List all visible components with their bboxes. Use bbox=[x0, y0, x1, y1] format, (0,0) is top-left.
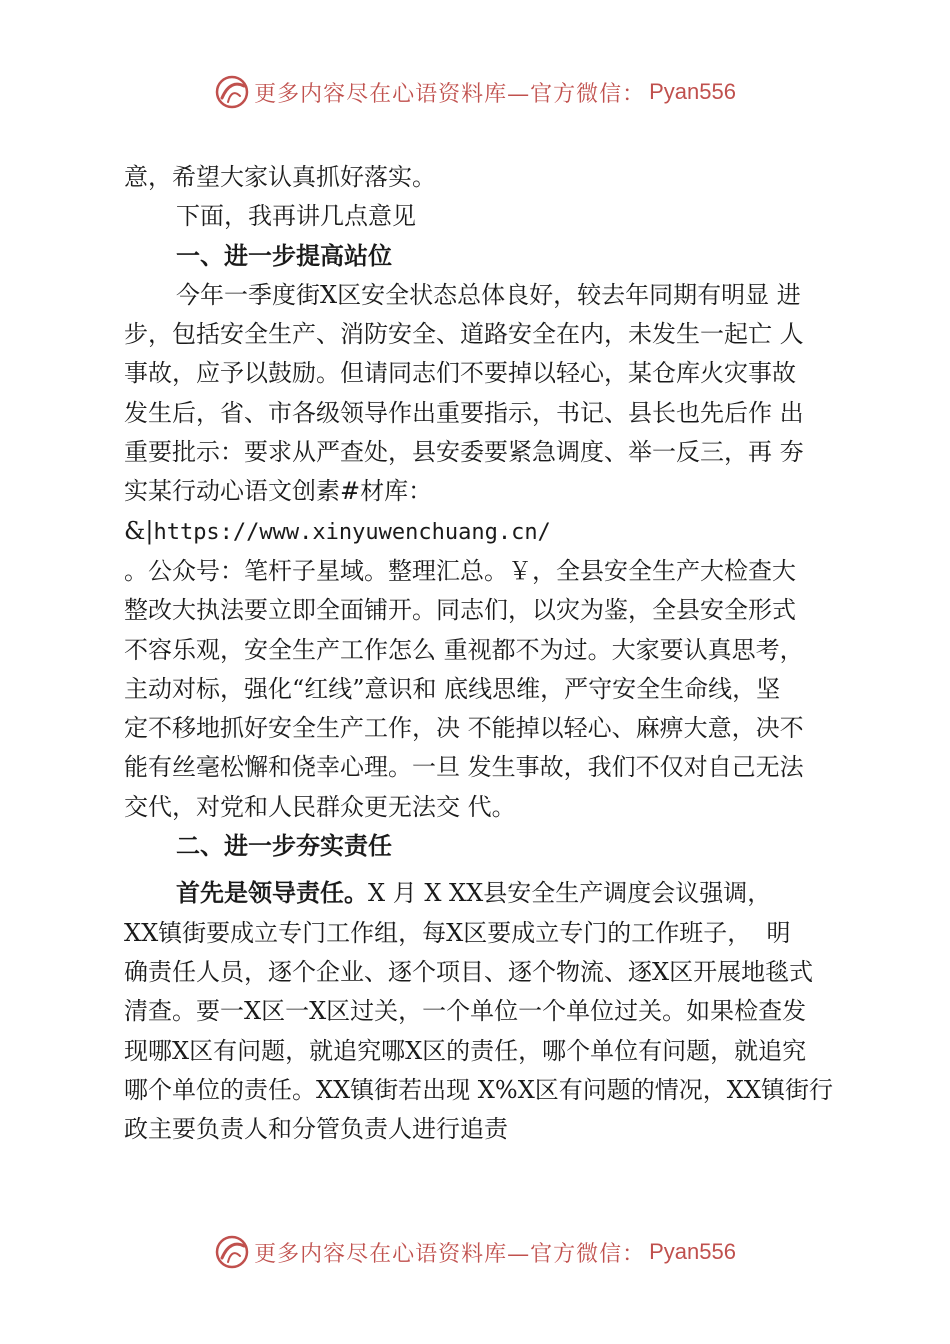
lead-phrase: 首先是领导责任。 bbox=[176, 879, 368, 908]
watermark-handle: Pyan556 bbox=[649, 79, 736, 104]
section-heading-2: 二、进一步夯实责任 bbox=[176, 832, 392, 861]
text-line: 政主要负责人和分管负责人进行追责 bbox=[124, 1115, 508, 1144]
watermark-banner-bottom bbox=[0, 1232, 950, 1272]
text-line: 整改大执法要立即全面铺开。同志们，以灾为鉴，全县安全形式 bbox=[124, 596, 796, 625]
document-body bbox=[124, 158, 852, 1149]
url-text: https://www.xinyuwenchuang.cn/ bbox=[153, 519, 551, 545]
text-line-with-lead bbox=[124, 874, 852, 913]
text-line: 不容乐观，安全生产工作怎么 重视都不为过。大家要认真思考， bbox=[124, 635, 804, 664]
watermark-text: 更多内容尽在心语资料库—官方微信： bbox=[254, 1241, 646, 1267]
text-line: 事故，应予以鼓励。但请同志们不要掉以轻心，某仓库火灾事故 bbox=[124, 359, 796, 388]
watermark-text: 更多内容尽在心语资料库—官方微信： bbox=[254, 81, 646, 107]
text-line: 哪个单位的责任。XX镇街若出现 X%X区有问题的情况，XX镇街行 bbox=[124, 1075, 833, 1104]
calligraphy-seal-icon bbox=[214, 1234, 250, 1270]
text-line: 重要批示：要求从严查处，县安委要紧急调度、举一反三，再 夯 bbox=[124, 438, 804, 467]
text-segment: X 月 X XX县安全生产调度会议强调， bbox=[368, 879, 772, 908]
text-line: 发生后，省、市各级领导作出重要指示，书记、县长也先后作 出 bbox=[124, 398, 804, 427]
text-line: XX镇街要成立专门工作组，每X区要成立专门的工作班子， 明 bbox=[124, 918, 791, 947]
text-line: 意，希望大家认真抓好落实。 bbox=[124, 163, 436, 191]
paragraph-gap bbox=[124, 866, 852, 874]
text-line: 现哪X区有问题，就追究哪X区的责任，哪个单位有问题，就追究 bbox=[124, 1036, 807, 1065]
text-segment: 实某行动心语文创素#材库：&| bbox=[124, 477, 433, 545]
calligraphy-seal-icon bbox=[214, 74, 250, 110]
text-line: 能有丝毫松懈和侥幸心理。一旦 发生事故，我们不仅对自己无法 bbox=[124, 753, 804, 782]
text-line: 确责任人员，逐个企业、逐个项目、逐个物流、逐X区开展地毯式 bbox=[124, 957, 814, 986]
section-heading-1: 一、进一步提高站位 bbox=[176, 241, 392, 270]
text-line: 。公众号：笔杆子星域。整理汇总。￥，全县安全生产大检查大 bbox=[124, 556, 796, 585]
watermark-banner-top bbox=[0, 72, 950, 112]
text-line: 今年一季度街X区安全状态总体良好，较去年同期有明显 进 bbox=[176, 280, 801, 309]
text-line: 步，包括安全生产、消防安全、道路安全在内，未发生一起亡 人 bbox=[124, 320, 804, 349]
text-line: 定不移地抓好安全生产工作，决 不能掉以轻心、麻痹大意，决不 bbox=[124, 714, 804, 743]
text-line: 主动对标，强化“红线”意识和 底线思维，严守安全生命线，坚 bbox=[124, 674, 781, 703]
watermark-handle: Pyan556 bbox=[649, 1239, 736, 1264]
text-line-with-url bbox=[124, 472, 852, 552]
text-line: 交代，对党和人民群众更无法交 代。 bbox=[124, 792, 516, 821]
text-line: 清查。要一X区一X区过关，一个单位一个单位过关。如果检查发 bbox=[124, 997, 807, 1026]
text-line: 下面，我再讲几点意见 bbox=[176, 202, 416, 231]
